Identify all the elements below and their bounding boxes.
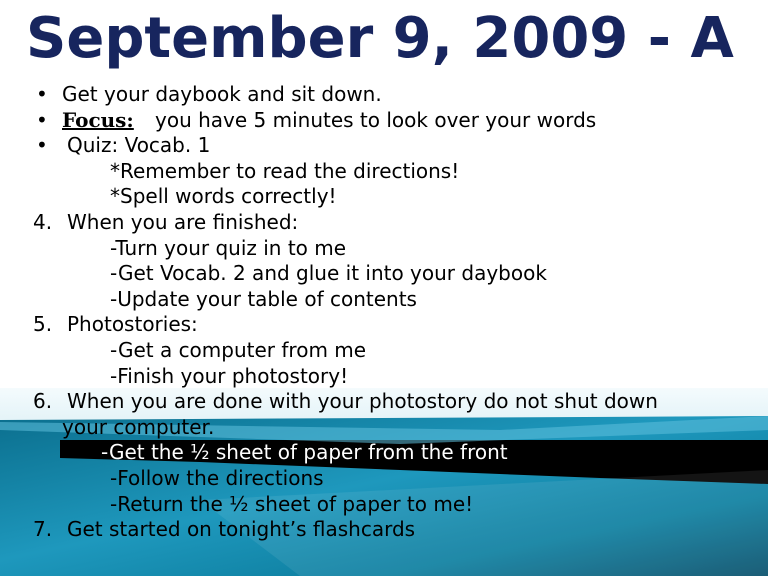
item-number: 5. — [33, 312, 53, 337]
slide-title: September 9, 2009 - A — [26, 6, 734, 71]
item-text: When you are finished: — [67, 209, 299, 234]
item-text: Get started on tonight’s flashcards — [67, 517, 416, 542]
item-text: you have 5 minutes to look over your words — [155, 107, 597, 132]
sub-item: *Spell words correctly! — [110, 184, 337, 209]
sub-item: -Return the ½ sheet of paper to me! — [110, 491, 474, 516]
sub-item: -Get the ½ sheet of paper from the front — [101, 440, 508, 465]
item-text: When you are done with your photostory do not shut down — [67, 389, 658, 414]
item-number: 7. — [33, 517, 53, 542]
bullet-icon: • — [36, 107, 48, 132]
item-text: Photostories: — [67, 312, 198, 337]
sub-item: -Follow the directions — [110, 465, 324, 490]
slide-body — [0, 82, 768, 543]
list-item-photostories — [0, 312, 768, 338]
list-item-done — [0, 389, 768, 415]
list-item-daybook — [0, 82, 768, 108]
sub-item: *Remember to read the directions! — [110, 158, 460, 183]
list-item-focus — [0, 108, 768, 134]
item-text-continued: your computer. — [62, 414, 215, 439]
sub-item: -Get Vocab. 2 and glue it into your daybook — [110, 261, 547, 286]
bullet-icon: • — [36, 133, 48, 158]
item-text: Quiz: Vocab. 1 — [67, 133, 211, 158]
sub-item: -Get a computer from me — [110, 337, 367, 362]
item-number: 6. — [33, 389, 53, 414]
item-number: 4. — [33, 209, 53, 234]
sub-item: -Turn your quiz in to me — [110, 235, 347, 260]
list-item-finished — [0, 210, 768, 236]
list-item-flashcards — [0, 517, 768, 543]
focus-label: Focus: — [62, 107, 134, 132]
item-text: Get your daybook and sit down. — [62, 82, 382, 106]
bullet-icon: • — [36, 82, 48, 106]
sub-item: -Finish your photostory! — [110, 363, 349, 388]
sub-item: -Update your table of contents — [110, 286, 417, 311]
list-item-quiz — [0, 133, 768, 159]
